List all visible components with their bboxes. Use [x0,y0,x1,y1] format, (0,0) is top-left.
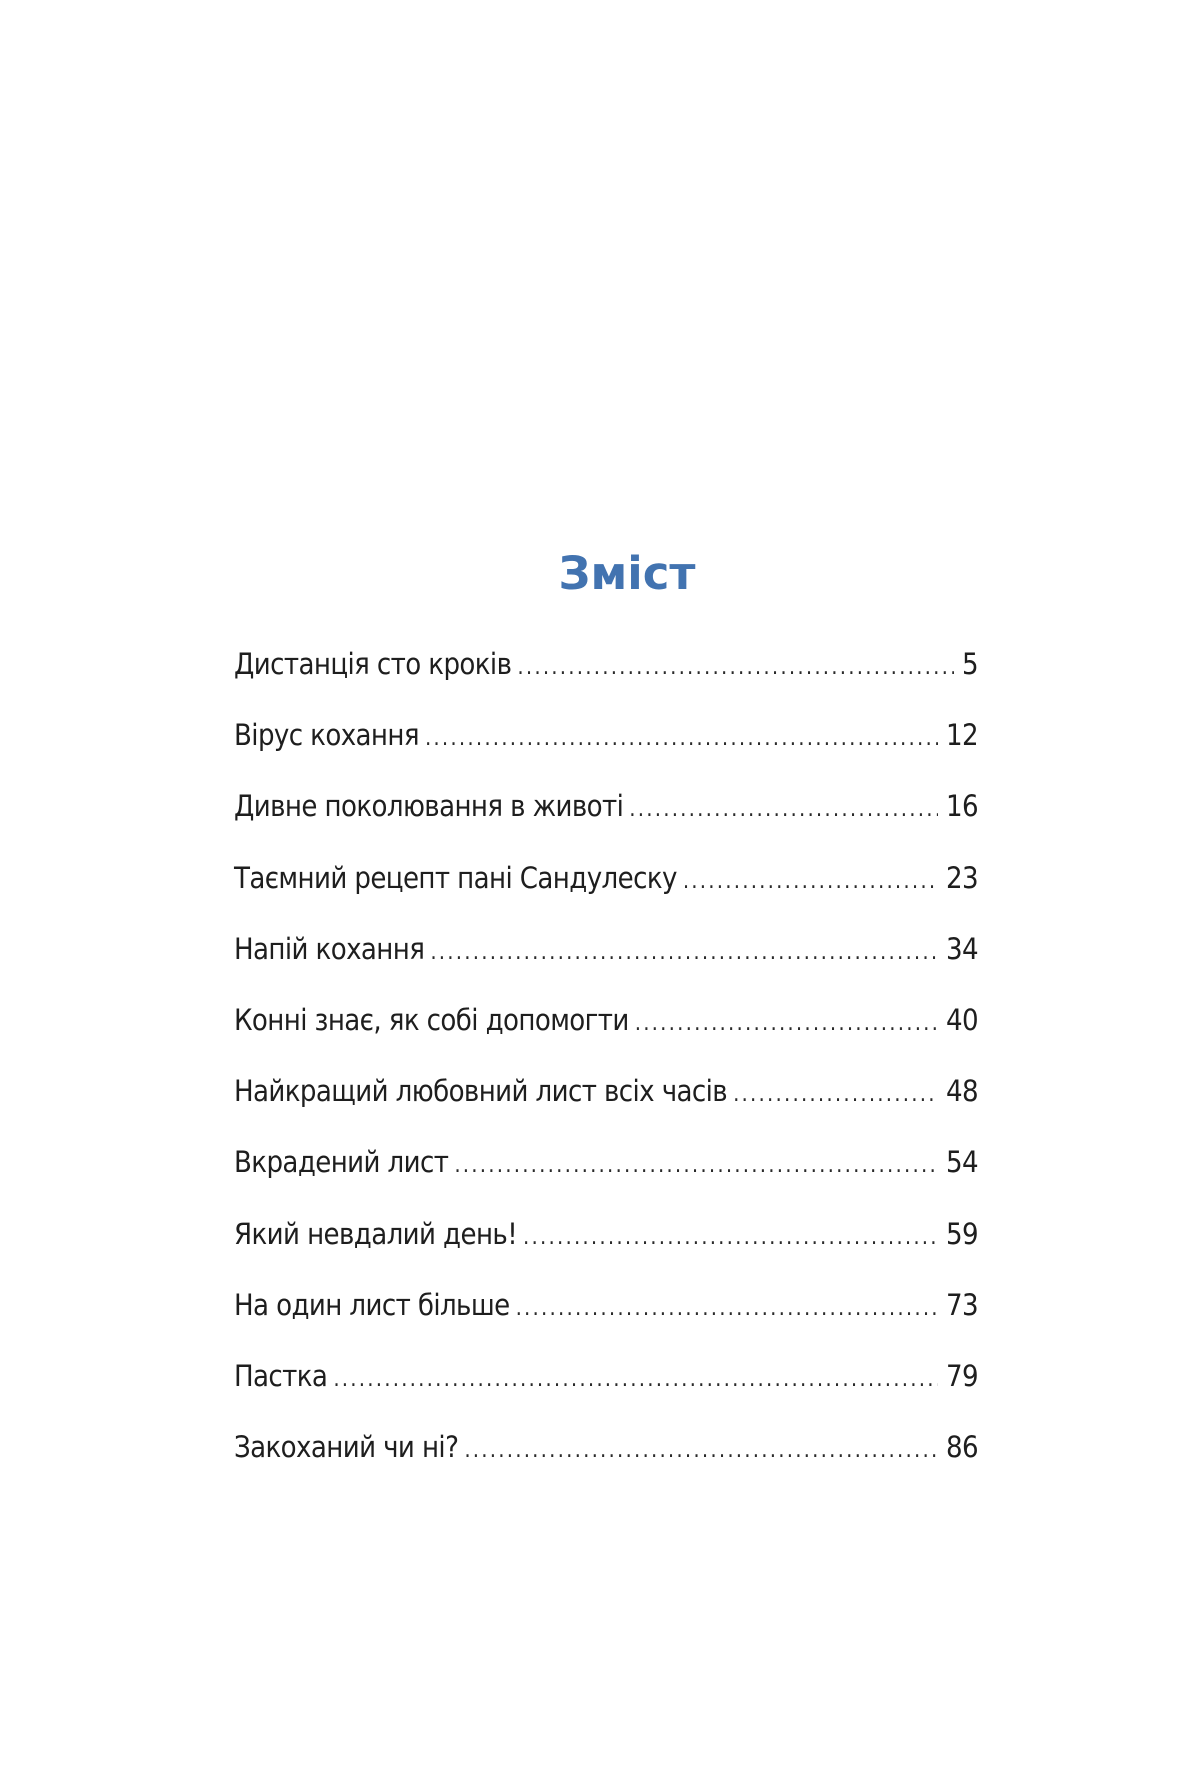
dot-leader [430,929,938,977]
toc-entry [234,711,978,782]
toc-entry-page: 34 [946,931,978,966]
toc-entry-page: 12 [946,718,978,753]
dot-leader [635,1000,938,1048]
toc-entry-page: 54 [946,1145,978,1180]
toc-entry-title: Пастка [234,1358,328,1393]
dot-leader [516,1285,938,1333]
toc-entry-title: Закоханий чи ні? [234,1430,459,1465]
toc-entry-page: 73 [946,1287,978,1322]
toc-entry [234,1210,978,1281]
toc-entry-title: Вкрадений лист [234,1145,449,1180]
toc-entry [234,1138,978,1209]
toc-entry [234,854,978,925]
toc-entry [234,1423,978,1494]
toc-entry [234,925,978,996]
dot-leader [517,644,954,692]
toc-entry-title: Таємний рецепт пані Сандулеску [234,860,677,895]
toc-entry-page: 59 [946,1216,978,1251]
toc-entry-page: 86 [946,1430,978,1465]
dot-leader [523,1214,938,1262]
toc-entry-title: На один лист більше [234,1287,510,1322]
toc-entry-page: 79 [946,1358,978,1393]
toc-entry-page: 48 [946,1074,978,1109]
toc-entry-title: Який невдалий день! [234,1216,518,1251]
toc-entry-page: 23 [946,860,978,895]
dot-leader [629,786,938,834]
toc-entry [234,1067,978,1138]
table-of-contents [234,640,978,1494]
toc-entry [234,640,978,711]
toc-entry-title: Дивне поколювання в животі [234,789,624,824]
dot-leader [733,1071,938,1119]
toc-entry-title: Вірус кохання [234,718,419,753]
dot-leader [464,1427,938,1475]
dot-leader [683,858,938,906]
toc-entry-page: 16 [946,789,978,824]
toc-entry-title: Найкращий любовний лист всіх часів [234,1074,728,1109]
toc-entry-page: 40 [946,1002,978,1037]
page-title: Зміст [558,547,696,601]
toc-entry [234,782,978,853]
toc-entry [234,996,978,1067]
toc-entry [234,1352,978,1423]
toc-entry-title: Конні знає, як собі допомогти [234,1002,629,1037]
toc-entry-title: Напій кохання [234,931,425,966]
toc-entry-title: Дистанція сто кроків [234,647,512,681]
toc-entry-page: 5 [962,647,978,681]
toc-entry [234,1281,978,1352]
dot-leader [454,1142,938,1190]
dot-leader [333,1356,938,1404]
dot-leader [425,715,938,763]
